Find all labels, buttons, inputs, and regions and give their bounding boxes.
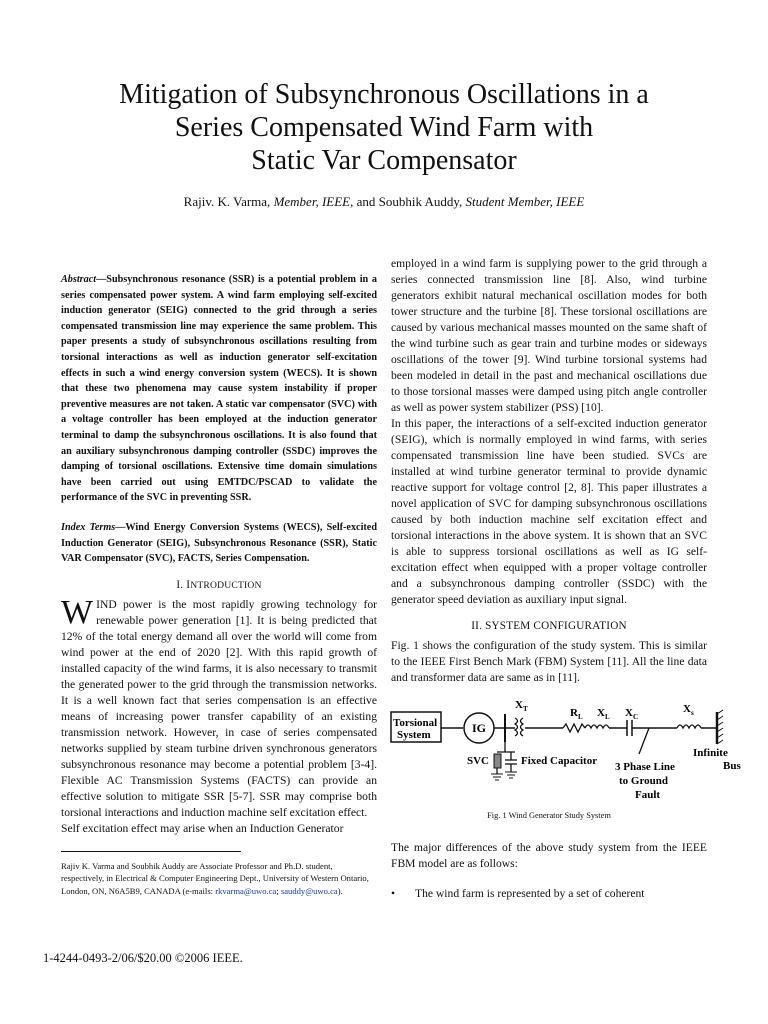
email-link-2[interactable]: sauddy@uwo.ca <box>280 885 338 896</box>
footnote-divider <box>61 851 241 852</box>
index-terms-label: Index Terms <box>61 521 116 533</box>
infinite-bus-label-2: Bus <box>723 760 741 772</box>
inductor-xs <box>677 725 701 728</box>
xl-label: X <box>597 707 605 719</box>
fault-arrow <box>639 728 649 754</box>
rl-label: R <box>570 707 578 719</box>
torsional-label-2: System <box>397 729 431 741</box>
bullet-text: The wind farm is represented by a set of coherent <box>415 887 645 900</box>
fault-label-2: to Ground <box>619 775 669 787</box>
right-column <box>391 256 741 902</box>
left-column <box>61 272 377 897</box>
fixed-capacitor-label: Fixed Capacitor <box>521 755 598 767</box>
svc-label: SVC <box>467 755 490 767</box>
right-paragraph-1: employed in a wind farm is supplying power to the grid through a series connected transmission line [8]. Also, wind turbine generators exhibit natural mechanical oscillation modes for both tower structure and the turbine [8]. These torsional oscillations are caused by various mechanical masses mounted on the same shaft of the wind turbine such as gear train and turbine modes or sideways oscillations of the tower [9]. Wind turbine torsional systems had been modeled in detail in the past and mechanical oscillations due to those torsional masses were damped using pitch angle controller as well as power system stabilizer (PSS) [10]. <box>391 257 707 414</box>
fixed-cap-ground-icon <box>505 772 517 778</box>
title-line-3: Static Var Compensator <box>251 145 517 176</box>
xc-subscript: C <box>633 713 639 721</box>
author-1: Rajiv. K. Varma, <box>183 194 274 209</box>
paper-title <box>40 78 728 177</box>
right-paragraph-4: The major differences of the above study system from the IEEE FBM model are as follows: <box>391 841 707 870</box>
xs-label: X <box>683 703 691 715</box>
xs-subscript: s <box>691 709 694 717</box>
index-terms-text: —Wind Energy Conversion Systems (WECS), Self-excited Induction Generator (SEIG), Subsynchronous Resonance (SSR), Static VAR Compensator (SVC), FACTS, Series Compensation. <box>61 521 377 565</box>
abstract <box>61 272 377 506</box>
xt-label: X <box>515 699 523 711</box>
author-2-role: Student Member, IEEE <box>465 194 585 209</box>
ig-label: IG <box>472 721 487 735</box>
intro-paragraph-2: Self excitation effect may arise when an Induction Generator <box>61 821 344 835</box>
infinite-bus-label-1: Infinite <box>693 747 728 759</box>
resistor-rl <box>563 724 585 732</box>
xt-subscript: T <box>523 705 528 713</box>
title-line-2: Series Compensated Wind Farm with <box>174 112 594 143</box>
fault-label-1: 3 Phase Line <box>615 761 675 773</box>
inductor-xl <box>585 725 609 728</box>
svc-symbol <box>494 754 501 768</box>
intro-paragraph-1: WIND power is the most rapidly growing technology for renewable power generation [1]. It is being predicted that 12% of the total energy demand all over the world will come from wind power at the end of 2020 [2]. With this rapid growth of installed capacity of the wind farms, it is also necessary to transmit the generated power to the grid through the transmission networks. It is a well known fact that series compensation is an effective means of increasing power transfer capability of an existing transmission network. However, in case of series compensated networks supplied by steam turbine driven synchronous generators subsynchronous resonance may become a potential problem [3-4]. Flexible AC Transmission Systems (FACTS) can provide an effective solution to mitigate SSR [5-7]. SSR may comprise both torsional interactions and induction machine self excitation effect. <box>61 593 377 819</box>
xl-subscript: L <box>605 713 610 721</box>
figure-1-caption: Fig. 1 Wind Generator Study System <box>487 811 611 820</box>
figure-1 <box>387 692 757 807</box>
rl-subscript: L <box>578 713 583 721</box>
transformer-primary-coil <box>515 718 518 736</box>
fault-label-3: Fault <box>635 789 661 801</box>
bullet-dot: • <box>391 887 396 900</box>
author-1-role: Member, IEEE <box>273 194 351 209</box>
drop-cap: W <box>61 593 94 631</box>
bullet-item <box>391 886 707 902</box>
section-heading-system-configuration: II. SYSTEM CONFIGURATION <box>471 620 627 632</box>
title-line-1: Mitigation of Subsynchronous Oscillations in a <box>119 79 649 110</box>
section-heading-introduction: I. INTRODUCTION <box>176 578 262 591</box>
author-footnote: Rajiv K. Varma and Soubhik Auddy are Associate Professor and Ph.D. student, respectively, in Electrical & Computer Engineering Dept., University of Western Ontario, London, ON, N6A5B9, CANADA (e-mails: rkvarma@uwo.ca; sauddy@uwo.ca). <box>61 860 369 896</box>
study-system-diagram <box>387 692 757 807</box>
author-separator: , and Soubhik Auddy, <box>350 194 466 209</box>
transformer-secondary-coil <box>521 718 524 736</box>
copyright-line: 1-4244-0493-2/06/$20.00 ©2006 IEEE. <box>43 951 243 965</box>
email-link-1[interactable]: rkvarma@uwo.ca <box>215 885 277 896</box>
xc-label: X <box>625 707 633 719</box>
right-paragraph-2: In this paper, the interactions of a self-excited induction generator (SEIG), which is normally employed in wind farms, with series compensated transmission line have been studied. SVCs are installed at wind turbine generator terminal to provide dynamic reactive support for voltage control [2, 8]. This paper illustrates a novel application of SVC for damping subsynchronous oscillations caused by both induction machine self excitation effect and torsional interactions in the above system. It is shown that an SVC is able to suppress torsional oscillations as well as IG self-excitation effect when equipped with a proper voltage controller and a subsynchronous damping controller (SSDC) with the generator speed deviation as auxiliary input signal. <box>391 417 707 606</box>
abstract-label: Abstract <box>61 274 97 285</box>
index-terms <box>61 520 377 567</box>
author-line <box>40 194 728 210</box>
right-paragraph-3: Fig. 1 shows the configuration of the study system. This is similar to the IEEE First Bench Mark (FBM) System [11]. All the line data and transformer data are same as in [11]. <box>391 639 707 684</box>
svc-ground-icon <box>491 774 503 780</box>
abstract-text: —Subsynchronous resonance (SSR) is a potential problem in a series compensated power system. A wind farm employing self-excited induction generator (SEIG) connected to the grid through a series compensated transmission line may experience the same problem. This paper presents a study of subsynchronous oscillations resulting from torsional interactions as well as induction generator self-excitation effects in such a wind energy conversion system (WECS). It is shown that these two phenomena may cause system instability if proper preventive measures are not taken. A static var compensator (SVC) with a voltage controller has been employed at the induction generator terminal to damp the subsynchronous oscillations. It is also found that an auxiliary subsynchronous damping controller (SSDC) improves the damping of torsional oscillations. Extensive time domain simulations have been carried out using EMTDC/PSCAD to validate the performance of the SVC in preventing SSR. <box>61 274 377 504</box>
torsional-label-1: Torsional <box>393 717 438 729</box>
